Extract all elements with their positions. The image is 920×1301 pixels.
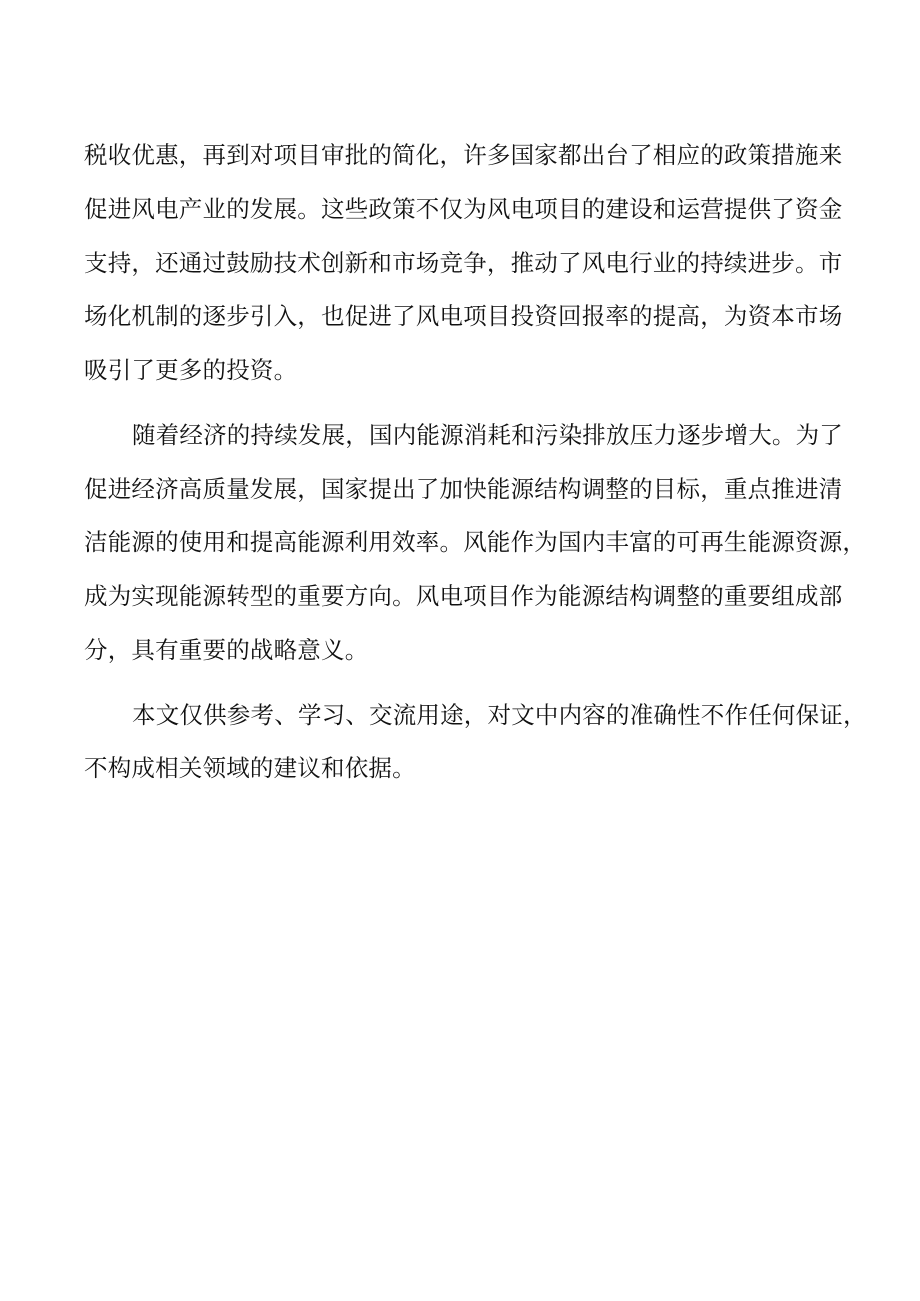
text-line: 促进风电产业的发展。这些政策不仅为风电项目的建设和运营提供了资金 — [84, 195, 843, 223]
text-line: 分，具有重要的战略意义。 — [84, 636, 369, 664]
text-line: 场化机制的逐步引入，也促进了风电项目投资回报率的提高，为资本市场 — [84, 302, 843, 330]
text-line: 洁能源的使用和提高能源利用效率。风能作为国内丰富的可再生能源资源， — [84, 528, 867, 556]
text-line: 支持，还通过鼓励技术创新和市场竞争，推动了风电行业的持续进步。市 — [84, 249, 843, 277]
text-line: 税收优惠，再到对项目审批的简化，许多国家都出台了相应的政策措施来 — [84, 141, 843, 169]
text-line: 随着经济的持续发展，国内能源消耗和污染排放压力逐步增大。为了 — [132, 421, 843, 449]
text-line: 成为实现能源转型的重要方向。风电项目作为能源结构调整的重要组成部 — [84, 582, 843, 610]
text-line: 吸引了更多的投资。 — [84, 356, 298, 384]
text-line: 本文仅供参考、学习、交流用途，对文中内容的准确性不作任何保证， — [132, 701, 867, 729]
text-line: 促进经济高质量发展，国家提出了加快能源结构调整的目标，重点推进清 — [84, 475, 843, 503]
text-line: 不构成相关领域的建议和依据。 — [84, 754, 416, 782]
